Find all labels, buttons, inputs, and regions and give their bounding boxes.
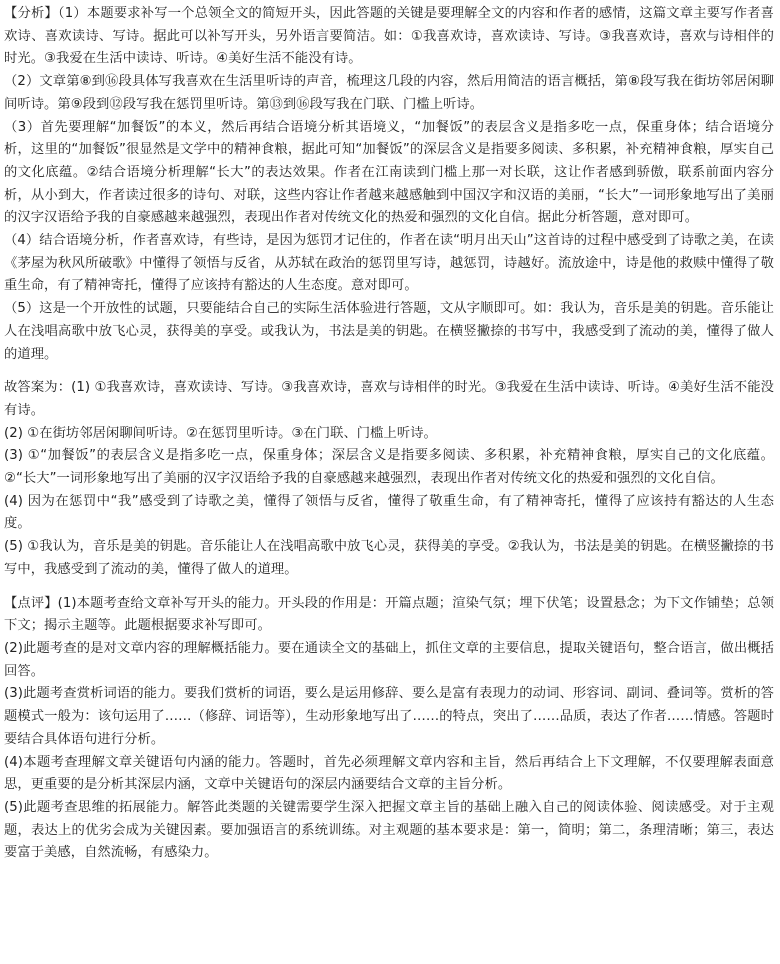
comment-section	[4, 593, 774, 865]
analysis-paragraph-4: （4）结合语境分析，作者喜欢诗，有些诗，是因为惩罚才记住的，作者在读“明月出天山”这首诗的过程中感受到了诗歌之美，在读《茅屋为秋风所破歌》中懂得了领悟与反省，从苏轼在政治的惩罚里写诗，越惩罚，诗越好。流放途中，诗是他的救赎中懂得了敬重生命，有了精神寄托，懂得了应该持有豁达的人生态度。意对即可。	[4, 233, 774, 294]
answer-paragraph-2: (2) ①在街坊邻居闲聊间听诗。②在惩罚里听诗。③在门联、门槛上听诗。	[4, 425, 437, 441]
answer-section	[4, 377, 774, 581]
answer-paragraph-4: (4) 因为在惩罚中“我”感受到了诗歌之美，懂得了领悟与反省，懂得了敬重生命，有了精神寄托，懂得了应该持有豁达的人生态度。	[4, 493, 774, 532]
analysis-paragraph-2: （2）文章第⑧到⑯段具体写我喜欢在生活里听诗的声音，梳理这几段的内容，然后用简洁的语言概括，第⑧段写我在街坊邻居闲聊间听诗。第⑨段到⑫段写我在惩罚里听诗。第⑬到⑯段写我在门联、门槛上听诗。	[4, 74, 774, 112]
answer-paragraph-1: 故答案为：(1) ①我喜欢诗，喜欢读诗、写诗。③我喜欢诗，喜欢与诗相伴的时光。③我爱在生活中读诗、听诗。④美好生活不能没有诗。	[4, 380, 774, 418]
analysis-paragraph-1: 【分析】（1）本题要求补写一个总领全文的简短开头，因此答题的关键是要理解全文的内容和作者的感情，这篇文章主要写作者喜欢诗、喜欢读诗、写诗。据此可以补写开头，另外语言要简洁。如：①我喜欢诗，喜欢读诗、写诗。③我喜欢诗，喜欢与诗相伴的时光。③我爱在生活中读诗、听诗。④美好生活不能没有诗。	[4, 6, 774, 67]
comment-paragraph-1: 【点评】(1)本题考查给文章补写开头的能力。开头段的作用是：开篇点题；渲染气氛；埋下伏笔；设置悬念；为下文作铺垫；总领下文；揭示主题等。此题根据要求补写即可。	[4, 595, 774, 634]
comment-paragraph-5: (5)此题考查思维的拓展能力。解答此类题的关键需要学生深入把握文章主旨的基础上融入自己的阅读体验、阅读感受。对于主观题，表达上的优劣会成为关键因素。要加强语言的系统训练。对主观题的基本要求是：第一，简明；第二，条理清晰；第三，表达要富于美感，自然流畅，有感染力。	[4, 799, 774, 861]
analysis-paragraph-5: （5）这是一个开放性的试题，只要能结合自己的实际生活体验进行答题，文从字顺即可。如：我认为，音乐是美的钥匙。音乐能让人在浅唱高歌中放飞心灵，获得美的享受。或我认为，书法是美的钥匙。在横竖撇捺的书写中，我感受到了流动的美，懂得了做人的道理。	[4, 301, 774, 362]
comment-paragraph-4: (4)本题考查理解文章关键语句内涵的能力。答题时，首先必须理解文章内容和主旨，然后再结合上下文理解，不仅要理解表面意思，更重要的是分析其深层内涵，文章中关键语句的深层内涵要结合文章的主旨分析。	[4, 754, 774, 793]
analysis-paragraph-3: （3）首先要理解“加餐饭”的本义，然后再结合语境分析其语境义，“加餐饭”的表层含义是指多吃一点，保重身体；结合语境分析，这里的“加餐饭”很显然是文学中的精神食粮，据此可知“加餐饭”的深层含义是指要多阅读、多积累，补充精神食粮，厚实自己的文化底蕴。②结合语境分析理解“长大”的表达效果。作者在江南读到门槛上那一对长联，这让作者感到骄傲，联系前面内容分析，从小到大，作者读过很多的诗句、对联，这些内容让作者越来越感触到中国汉字和汉语的美丽，“长大”一词形象地写出了美丽的汉字汉语给予我的自豪感越来越强烈，表现出作者对传统文化的热爱和强烈的文化自信。据此分析答题，意对即可。	[4, 119, 774, 226]
comment-paragraph-2: (2)此题考查的是对文章内容的理解概括能力。要在通读全文的基础上，抓住文章的主要信息，提取关键语句，整合语言，做出概括回答。	[4, 640, 774, 679]
comment-paragraph-3: (3)此题考查赏析词语的能力。要我们赏析的词语，要么是运用修辞、要么是富有表现力的动词、形容词、副词、叠词等。赏析的答题模式一般为：该句运用了……（修辞、词语等），生动形象地写出了……的特点，突出了……品质，表达了作者……情感。答题时要结合具体语句进行分析。	[4, 686, 774, 747]
answer-paragraph-3: (3) ①“加餐饭”的表层含义是指多吃一点，保重身体；深层含义是指要多阅读、多积累，补充精神食粮，厚实自己的文化底蕴。②“长大”一词形象地写出了美丽的汉字汉语给予我的自豪感越来越强烈，表现出作者对传统文化的热爱和强烈的文化自信。	[4, 448, 774, 487]
answer-paragraph-5: (5) ①我认为，音乐是美的钥匙。音乐能让人在浅唱高歌中放飞心灵，获得美的享受。②我认为，书法是美的钥匙。在横竖撇捺的书写中，我感受到了流动的美，懂得了做人的道理。	[4, 539, 774, 577]
analysis-section	[4, 3, 774, 366]
